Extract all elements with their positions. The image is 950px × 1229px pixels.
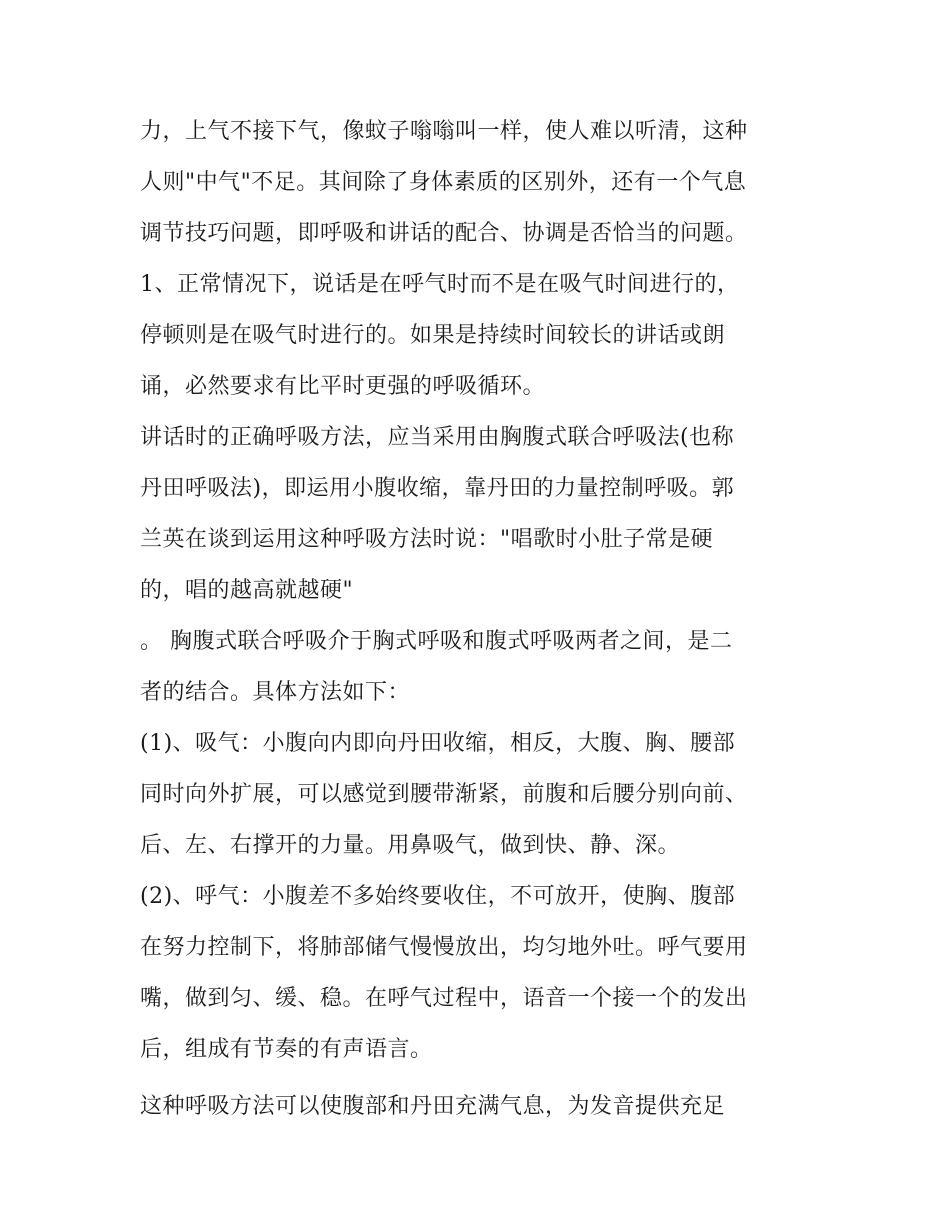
- text-line: 力，上气不接下气，像蚊子嗡嗡叫一样，使人难以听清，这种: [140, 119, 748, 144]
- text-line: 同时向外扩展，可以感觉到腰带渐紧，前腹和后腰分别向前、: [140, 782, 748, 807]
- text-line: 人则"中气"不足。其间除了身体素质的区别外，还有一个气息: [140, 170, 747, 195]
- text-line: 1、正常情况下，说话是在呼气时而不是在吸气时间进行的，: [140, 272, 740, 297]
- document-body: [140, 106, 820, 1132]
- text-line: 后，组成有节奏的有声语言。: [140, 1037, 433, 1062]
- text-line: 。 胸腹式联合呼吸介于胸式呼吸和腹式呼吸两者之间，是二: [140, 629, 733, 654]
- text-line: 嘴，做到匀、缓、稳。在呼气过程中，语音一个接一个的发出: [140, 986, 748, 1011]
- text-line: 丹田呼吸法)，即运用小腹收缩，靠丹田的力量控制呼吸。郭: [140, 476, 735, 501]
- text-line: (2)、呼气：小腹差不多始终要收住，不可放开，使胸、腹部: [140, 884, 736, 909]
- text-line: 调节技巧问题，即呼吸和讲话的配合、协调是否恰当的问题。: [140, 221, 748, 246]
- text-line: 诵，必然要求有比平时更强的呼吸循环。: [140, 374, 546, 399]
- text-line: 后、左、右撑开的力量。用鼻吸气，做到快、静、深。: [140, 833, 681, 858]
- text-line: 这种呼吸方法可以使腹部和丹田充满气息，为发音提供充足: [140, 1094, 726, 1119]
- text-line: (1)、吸气：小腹向内即向丹田收缩，相反，大腹、胸、腰部: [140, 731, 736, 756]
- text-line: 的，唱的越高就越硬": [140, 578, 354, 603]
- text-line: 兰英在谈到运用这种呼吸方法时说："唱歌时小肚子常是硬: [140, 527, 714, 552]
- text-line: 者的结合。具体方法如下：: [140, 680, 411, 705]
- text-line: 在努力控制下，将肺部储气慢慢放出，均匀地外吐。呼气要用: [140, 935, 748, 960]
- text-line: 停顿则是在吸气时进行的。如果是持续时间较长的讲话或朗: [140, 323, 726, 348]
- text-line: 讲话时的正确呼吸方法，应当采用由胸腹式联合呼吸法(也称: [140, 425, 735, 450]
